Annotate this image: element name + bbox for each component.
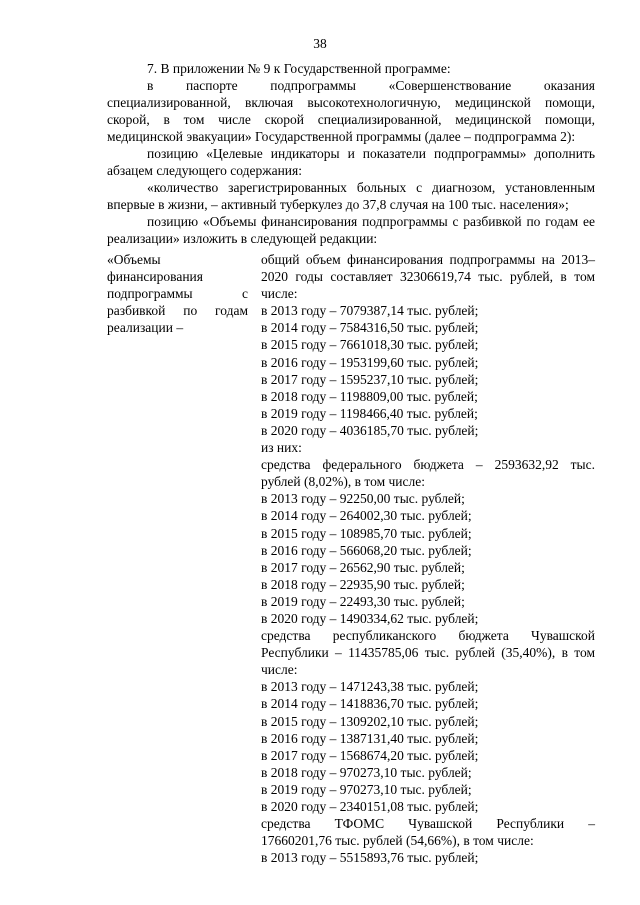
year-line: в 2013 году – 7079387,14 тыс. рублей; xyxy=(261,303,479,319)
republic-budget: средства республиканского бюджета Чувашской Республики – 11435785,06 тыс. рублей (35,40%), в том числе: xyxy=(261,628,595,678)
year-line: в 2018 году – 970273,10 тыс. рублей; xyxy=(261,764,472,780)
year-line: в 2019 году – 970273,10 тыс. рублей; xyxy=(261,781,472,797)
total-financing: общий объем финансирования подпрограммы на 2013–2020 годы составляет 32306619,74 тыс. рублей, в том числе: xyxy=(261,252,595,302)
year-line: в 2013 году – 5515893,76 тыс. рублей; xyxy=(261,850,479,866)
year-line: в 2020 году – 1490334,62 тыс. рублей; xyxy=(261,610,479,626)
of-them-label: из них: xyxy=(261,440,302,456)
intro-paragraph: в паспорте подпрограммы «Совершенствование оказания специализированной, включая высокотехнологичную, медицинской помощи, скорой, в том числе скорой специализированной, медицинской помощи, медицинской эвакуации» Государственной программы (далее – подпрограмма 2): xyxy=(107,78,595,144)
year-line: в 2014 году – 7584316,50 тыс. рублей; xyxy=(261,320,479,336)
year-line: в 2017 году – 1595237,10 тыс. рублей; xyxy=(261,371,479,387)
year-line: в 2016 году – 566068,20 тыс. рублей; xyxy=(261,542,472,558)
year-line: в 2017 году – 1568674,20 тыс. рублей; xyxy=(261,747,479,763)
year-line: в 2020 году – 2340151,08 тыс. рублей; xyxy=(261,799,479,814)
tfoms-funds-total: 17660201,76 тыс. рублей (54,66%), в том числе: xyxy=(261,833,534,849)
table-left-cell: «Объемы финансирования подпрограммы с разбивкой по годам реализации – xyxy=(107,252,248,335)
intro-paragraph: позицию «Целевые индикаторы и показатели подпрограммы» дополнить абзацем следующего содержания: xyxy=(107,146,595,178)
year-line: в 2015 году – 1309202,10 тыс. рублей; xyxy=(261,713,479,729)
year-line: в 2018 году – 22935,90 тыс. рублей; xyxy=(261,576,465,592)
year-line: в 2019 году – 22493,30 тыс. рублей; xyxy=(261,593,465,609)
intro-paragraph: позицию «Объемы финансирования подпрограммы с разбивкой по годам ее реализации» изложить в следующей редакции: xyxy=(107,214,595,246)
intro-paragraph: «количество зарегистрированных больных с диагнозом, установленным впервые в жизни, – активный туберкулез до 37,8 случая на 100 тыс. населения»; xyxy=(107,180,595,212)
year-line: в 2016 году – 1953199,60 тыс. рублей; xyxy=(261,354,479,370)
year-line: в 2015 году – 108985,70 тыс. рублей; xyxy=(261,525,472,541)
year-line: в 2019 году – 1198466,40 тыс. рублей; xyxy=(261,405,478,421)
intro-paragraph: 7. В приложении № 9 к Государственной программе: xyxy=(147,61,451,76)
year-line: в 2014 году – 264002,30 тыс. рублей; xyxy=(261,508,472,524)
year-line: в 2016 году – 1387131,40 тыс. рублей; xyxy=(261,730,479,746)
year-line: в 2014 году – 1418836,70 тыс. рублей; xyxy=(261,696,479,712)
year-line: в 2013 году – 92250,00 тыс. рублей; xyxy=(261,491,465,507)
federal-budget: средства федерального бюджета – 2593632,92 тыс. рублей (8,02%), в том числе: xyxy=(261,457,595,490)
year-line: в 2015 году – 7661018,30 тыс. рублей; xyxy=(261,337,479,353)
year-line: в 2018 году – 1198809,00 тыс. рублей; xyxy=(261,388,478,404)
intro-section xyxy=(107,60,595,247)
tfoms-funds: средства ТФОМС Чувашской Республики – xyxy=(261,816,595,832)
year-line: в 2017 году – 26562,90 тыс. рублей; xyxy=(261,559,465,575)
year-line: в 2020 году – 4036185,70 тыс. рублей; xyxy=(261,422,479,438)
page-number: 38 xyxy=(313,36,327,51)
year-line: в 2013 году – 1471243,38 тыс. рублей; xyxy=(261,679,479,695)
table-right-cell xyxy=(261,251,595,866)
